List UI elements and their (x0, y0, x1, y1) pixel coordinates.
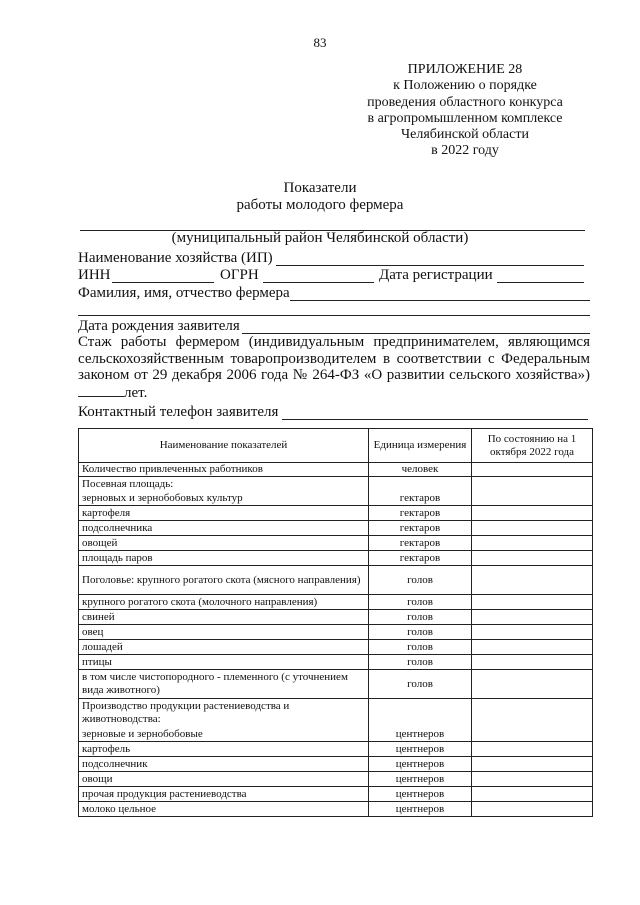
inn-label: ИНН (78, 267, 111, 283)
row-unit: голов (369, 670, 472, 699)
indicators-table (78, 428, 593, 817)
appendix-header (330, 62, 600, 160)
row-value-cell[interactable] (472, 536, 593, 551)
row-value-cell[interactable] (472, 551, 593, 566)
row-unit: человек (369, 463, 472, 477)
row-value-cell[interactable] (472, 670, 593, 699)
farmer-name-label: Фамилия, имя, отчество фермера (78, 285, 290, 301)
title-line-1: Показатели (283, 180, 357, 196)
row-value-cell[interactable] (472, 477, 593, 506)
birth-date-field[interactable] (242, 318, 590, 334)
row-unit: центнеров (369, 742, 472, 757)
row-value-cell[interactable] (472, 640, 593, 655)
row-value-cell[interactable] (472, 595, 593, 610)
row-unit: гектаров (369, 536, 472, 551)
table-row (79, 787, 593, 802)
header-status: По состоянию на 1 октября 2022 года (472, 429, 593, 463)
row-unit: центнеров (369, 699, 472, 742)
row-name: лошадей (79, 640, 369, 655)
row-unit: гектаров (369, 506, 472, 521)
appendix-line: Челябинской области (401, 127, 529, 143)
table-row (79, 772, 593, 787)
row-name: подсолнечник (79, 757, 369, 772)
row-value-cell[interactable] (472, 566, 593, 595)
row-unit: гектаров (369, 551, 472, 566)
row-value-cell[interactable] (472, 802, 593, 817)
row-value-cell[interactable] (472, 655, 593, 670)
row-unit: центнеров (369, 757, 472, 772)
farmer-name-field[interactable] (290, 285, 590, 301)
row-unit: центнеров (369, 772, 472, 787)
table-row (79, 521, 593, 536)
table-header-row (79, 429, 593, 463)
table-row (79, 640, 593, 655)
row-unit: голов (369, 566, 472, 595)
reg-date-label: Дата регистрации (379, 267, 493, 283)
document-title (0, 180, 640, 214)
table-row (79, 742, 593, 757)
title-line-2: работы молодого фермера (236, 197, 404, 213)
table-row (79, 625, 593, 640)
row-unit: центнеров (369, 802, 472, 817)
appendix-line: ПРИЛОЖЕНИЕ 28 (407, 62, 523, 77)
row-name: в том числе чистопородного - племенного (с уточнением вида животного) (79, 670, 369, 699)
row-name: картофеля (79, 506, 369, 521)
row-name: овощи (79, 772, 369, 787)
appendix-line: проведения областного конкурса (367, 94, 563, 110)
row-unit: голов (369, 625, 472, 640)
farm-name-label: Наименование хозяйства (ИП) (78, 250, 273, 266)
row-unit: голов (369, 655, 472, 670)
appendix-line: в агропромышленном комплексе (367, 110, 563, 126)
row-name: Производство продукции растениеводства и животноводства: (79, 699, 369, 728)
experience-text: Стаж работы фермером (индивидуальным предпринимателем, являющимся сельскохозяйственным товаропроизводителем в соответствии с Федеральным законом от 29 декабря 2006 года № 264-ФЗ «О развитии сельского хозяйства») (78, 334, 590, 383)
page-number: 83 (313, 35, 327, 50)
row-name: площадь паров (79, 551, 369, 566)
municipal-district-label: (муниципальный район Челябинской области) (171, 230, 469, 246)
table-row (79, 610, 593, 625)
experience-suffix: лет. (124, 384, 148, 401)
row-name: овощей (79, 536, 369, 551)
row-name: Поголовье: крупного рогатого скота (мясного направления) (79, 566, 369, 595)
row-value-cell[interactable] (472, 699, 593, 742)
table-row (79, 670, 593, 699)
row-name: птицы (79, 655, 369, 670)
birth-date-label: Дата рождения заявителя (78, 318, 240, 334)
row-value-cell[interactable] (472, 742, 593, 757)
row-name: овец (79, 625, 369, 640)
row-value-cell[interactable] (472, 463, 593, 477)
row-unit: центнеров (369, 787, 472, 802)
row-name: крупного рогатого скота (молочного направления) (79, 595, 369, 610)
row-unit: голов (369, 610, 472, 625)
row-name: зерновые и зернобобовые (79, 728, 369, 742)
phone-field[interactable] (282, 404, 588, 420)
row-value-cell[interactable] (472, 625, 593, 640)
farmer-name-field-cont[interactable] (78, 302, 590, 316)
row-name: молоко цельное (79, 802, 369, 817)
row-value-cell[interactable] (472, 521, 593, 536)
farm-name-field[interactable] (276, 250, 584, 266)
table-row (79, 757, 593, 772)
row-name: прочая продукция растениеводства (79, 787, 369, 802)
table-row (79, 536, 593, 551)
appendix-line: к Положению о порядке (393, 78, 537, 94)
experience-paragraph (78, 334, 590, 401)
ogrn-label: ОГРН (220, 267, 259, 283)
row-name: свиней (79, 610, 369, 625)
table-row (79, 595, 593, 610)
appendix-line: в 2022 году (431, 143, 499, 159)
phone-label: Контактный телефон заявителя (78, 404, 279, 420)
row-value-cell[interactable] (472, 772, 593, 787)
row-unit: голов (369, 640, 472, 655)
header-unit: Единица измерения (369, 429, 472, 463)
row-value-cell[interactable] (472, 610, 593, 625)
ogrn-field[interactable] (263, 267, 374, 283)
row-unit: гектаров (369, 477, 472, 506)
row-name: картофель (79, 742, 369, 757)
table-row (79, 551, 593, 566)
inn-field[interactable] (112, 267, 214, 283)
row-unit: голов (369, 595, 472, 610)
reg-date-field[interactable] (497, 267, 584, 283)
header-name: Наименование показателей (79, 429, 369, 463)
row-name: Посевная площадь: (79, 477, 369, 492)
row-name: зерновых и зернобобовых культур (79, 492, 369, 506)
table-row (79, 477, 593, 492)
table-row (79, 802, 593, 817)
row-unit: гектаров (369, 521, 472, 536)
row-value-cell[interactable] (472, 787, 593, 802)
table-row (79, 463, 593, 477)
table-row (79, 655, 593, 670)
experience-years-field[interactable] (78, 384, 124, 397)
row-name: подсолнечника (79, 521, 369, 536)
row-value-cell[interactable] (472, 506, 593, 521)
table-row (79, 506, 593, 521)
row-value-cell[interactable] (472, 757, 593, 772)
row-name: Количество привлеченных работников (79, 463, 369, 477)
table-row (79, 699, 593, 728)
table-row (79, 566, 593, 595)
